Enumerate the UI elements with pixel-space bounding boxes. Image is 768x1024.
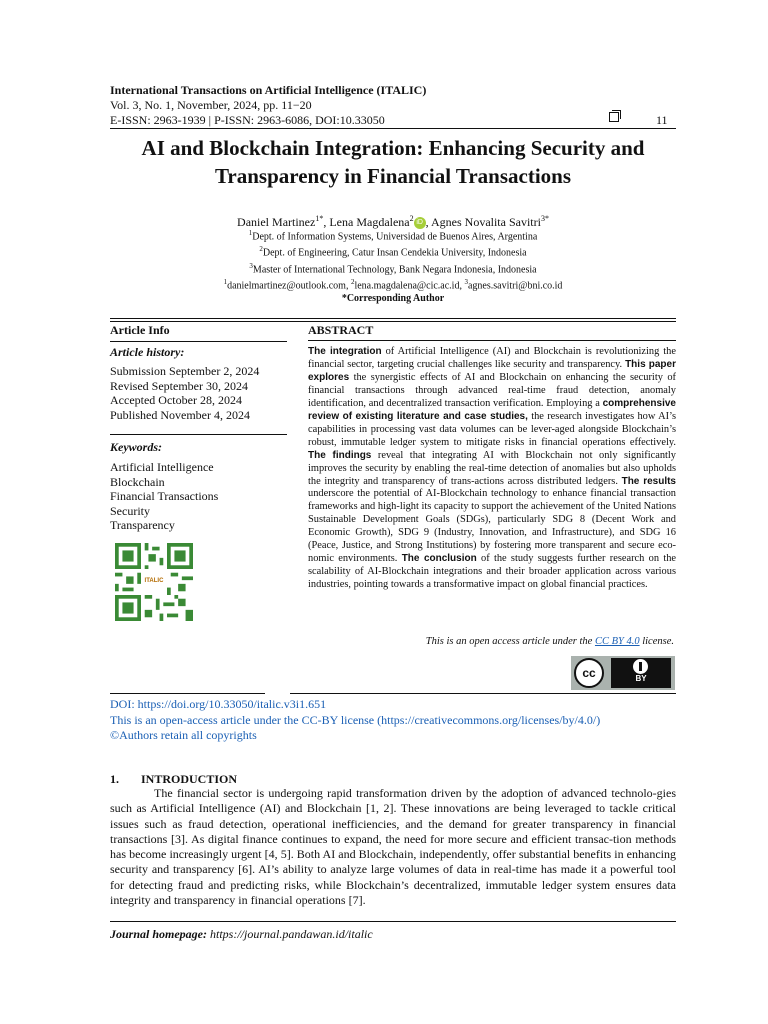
affiliation-sup: 3 (249, 261, 253, 270)
person-icon (633, 659, 648, 674)
qr-logo-label: ITALIC (144, 578, 164, 584)
affiliation-text: Dept. of Information Systems, Universidad de Buenos Aires, Argentina (252, 231, 538, 243)
issn-line: E-ISSN: 2963-1939 | P-ISSN: 2963-6086, DOI:10.33050 (110, 113, 385, 127)
author-sep: , (425, 215, 431, 229)
abstract-keyword: The results (621, 475, 676, 487)
journal-name: International Transactions on Artificial Intelligence (ITALIC) (110, 83, 427, 97)
title-line-1: AI and Blockchain Integration: Enhancing Security and (141, 136, 645, 160)
abstract-text: of Artificial Intelligence (AI) and Blockchain is revolutionizing the financial sector, targeting crucial challenges like security and transparency. (308, 346, 676, 370)
license-text: This is an open access article under the (425, 636, 595, 647)
article-info-heading: Article Info (110, 323, 170, 337)
author-sep: , (323, 215, 330, 229)
email-1[interactable]: danielmartinez@outlook.com, (227, 280, 351, 292)
author-1: Daniel Martinez (237, 215, 316, 229)
affiliation-2 (110, 243, 676, 259)
email-2[interactable]: lena.magdalena@cic.ac.id, (354, 280, 465, 292)
keywords-rule (110, 434, 287, 435)
abstract-body (308, 346, 676, 592)
affiliation-1 (110, 227, 676, 243)
open-access-note[interactable]: This is an open-access article under the CC-BY license (https://creativecommons.org/licenses/by/4.0/) (110, 712, 601, 727)
affiliation-sup: 1 (248, 229, 253, 237)
abstract-keyword: The findings (308, 449, 372, 461)
abstract-keyword: This paper explores (308, 358, 676, 383)
email-sup: 2 (350, 277, 355, 286)
article-info-rule (110, 341, 287, 342)
by-icon (611, 658, 671, 688)
abstract-text: underscore the potential of AI-Blockchain technology to enhance financial transaction frameworks and high-light its capacity to support the achievement of the United Nations Sustainable Development Goals (SDGs), particularly SDG 8 (Decent Work and Economic Growth), SDG 9 (Industry, Innovation, and Infrastructure), and SDG 16 (Peace, Justice, and Strong Institutions) by fostering more transparent and secure eco-nomic environments. (308, 488, 676, 565)
history-item: Published November 4, 2024 (110, 407, 250, 422)
abstract-text: the synergistic effects of AI and Blockchain on enhancing the security of financial transactions through advanced real-time fraud detection, anomaly identification, and decentralized transaction verification. Employing a (308, 371, 676, 409)
abstract-rule (308, 340, 676, 341)
title-line-2: Transparency in Financial Transactions (214, 164, 572, 188)
abstract-text: of the study suggests further research on the scalability of AI-Blockchain integrations and their broader application across various industries, pointing towards a transformative impact on global financial practices. (308, 553, 677, 591)
history-heading: Article history: (110, 345, 185, 359)
corresponding-author: *Corresponding Author (341, 293, 445, 305)
abstract-keyword: The integration (308, 346, 382, 357)
journal-homepage (110, 927, 373, 942)
emails (110, 276, 676, 292)
keyword-item: Security (110, 503, 150, 518)
footer-rule-right (290, 693, 676, 694)
history-list (110, 364, 259, 422)
affiliation-text: Master of International Technology, Bank Negara Indonesia, Indonesia (252, 263, 537, 275)
section-title: INTRODUCTION (141, 772, 238, 786)
intro-heading (110, 772, 237, 787)
keywords-heading: Keywords: (110, 440, 162, 454)
cc-icon: cc (574, 658, 604, 688)
journal-header (110, 83, 426, 128)
author-2: Lena Magdalena (329, 215, 410, 229)
paper-title (90, 134, 696, 190)
abstract-keyword: The conclusion (401, 553, 477, 565)
keyword-item: Financial Transactions (110, 489, 219, 504)
author-3-sup: 3* (540, 214, 549, 223)
copy-icon (609, 112, 619, 122)
author-2-sup: 2 (409, 214, 414, 223)
email-sup: 1 (223, 277, 228, 286)
abstract-text: reveal that integrating AI with Blockchain not only significantly improves the security by enabling the real-time detection of anomalies but also upholds the integrity and transparency of trans-actions across distributed ledgers. (308, 449, 676, 487)
history-item: Submission September 2, 2024 (110, 364, 260, 378)
by-label: BY (635, 674, 647, 683)
section-rule-top-2 (110, 321, 676, 322)
author-3: Agnes Novalita Savitri (430, 215, 541, 229)
footer-rule (110, 921, 676, 922)
history-item: Accepted October 28, 2024 (110, 393, 242, 408)
abstract-text: the research investigates how AI’s capabilities in processing vast data volumes can be lever-aged alongside Blockchain’s robust, immutable ledger system to mitigate risks in financial operations effectively. (308, 410, 676, 448)
cc-by-badge[interactable] (571, 656, 675, 690)
homepage-label: Journal homepage: (110, 927, 208, 941)
copyright-note: ©Authors retain all copyrights (110, 728, 257, 742)
affiliation-sup: 2 (259, 245, 263, 254)
keywords-list (110, 460, 218, 533)
doi-link[interactable]: DOI: https://doi.org/10.33050/italic.v3i1.651 (110, 697, 327, 711)
keyword-item: Blockchain (110, 474, 165, 489)
section-rule-top (110, 318, 676, 319)
abstract-keyword: comprehensive review of existing literature and case studies, (308, 397, 676, 422)
email-3[interactable]: agnes.savitri@bni.co.id (467, 280, 563, 292)
keyword-item: Transparency (110, 518, 175, 533)
affiliations (110, 227, 676, 305)
volume-line: Vol. 3, No. 1, November, 2024, pp. 11−20 (110, 98, 312, 112)
intro-paragraph: The financial sector is undergoing rapid transformation driven by the adoption of advanced technolo-gies such as Artificial Intelligence (AI) and Blockchain [1, 2]. These innovations are being leveraged to tackle critical issues such as fraud detection, operational inefficiencies, and the demand for greater transparency in financial transactions [3]. As digital finance continues to expand, the need for more secure and efficient transac-tion methods has become increasingly urgent [4, 5]. Both AI and Blockchain, independently, offer substantial benefits in enhancing security and transparency [6]. AI’s ability to analyze large volumes of data in real-time has made it a powerful tool for detecting fraud and predicting risks, while Blockchain’s decentralized, immutable ledger system ensures data integrity and transparency in financial operations [7]. (110, 786, 676, 908)
section-number: 1. (110, 772, 119, 786)
email-sup: 3 (464, 277, 468, 286)
affiliation-text: Dept. of Engineering, Catur Insan Cendekia University, Indonesia (262, 247, 527, 259)
affiliation-3 (110, 260, 676, 276)
license-link[interactable]: CC BY 4.0 (594, 636, 640, 647)
page-number: 11 (656, 113, 668, 127)
homepage-url[interactable]: https://journal.pandawan.id/italic (207, 927, 373, 941)
history-item: Revised September 30, 2024 (110, 378, 248, 393)
abstract-heading: ABSTRACT (308, 323, 374, 337)
header-rule (110, 128, 676, 129)
license-note (308, 636, 674, 647)
footer-rule-left (110, 693, 265, 694)
author-1-sup: 1* (315, 214, 324, 223)
license-text: license. (639, 636, 674, 647)
keyword-item: Artificial Intelligence (110, 460, 214, 474)
doi-block (110, 697, 600, 744)
orcid-icon[interactable]: iD (414, 217, 426, 229)
